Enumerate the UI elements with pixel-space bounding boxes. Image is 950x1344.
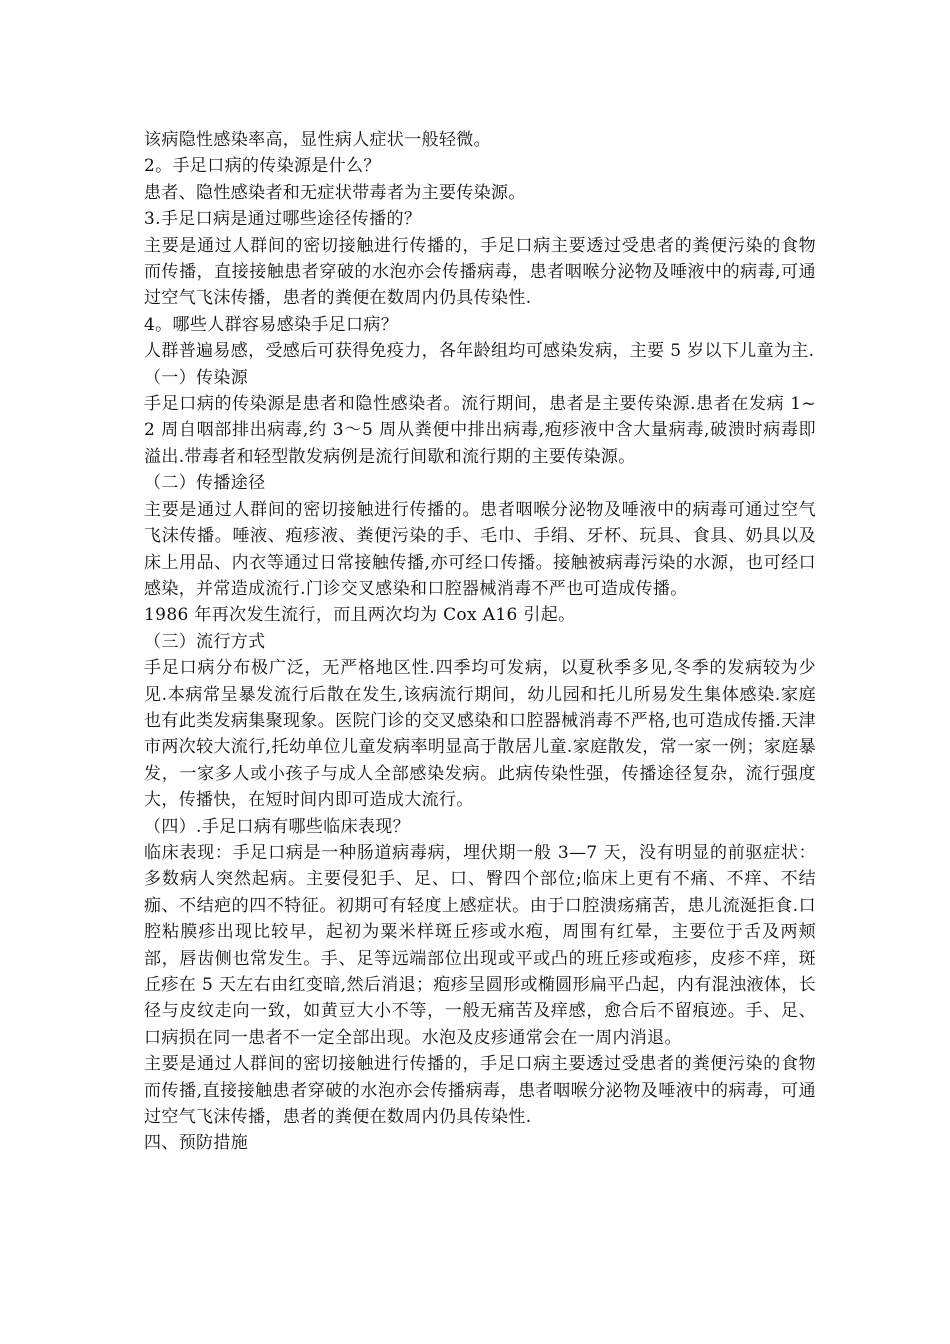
paragraph: 临床表现：手足口病是一种肠道病毒病，埋伏期一般 3—7 天，没有明显的前驱症状：多数病人突然起病。主要侵犯手、足、口、臀四个部位;临床上更有不痛、不痒、不结痂、不结疤的四不特征。初期可有轻度上感症状。由于口腔溃疡痛苦，患儿流涎拒食.口腔粘膜疹出现比较早，起初为粟米样斑丘疹或水疱，周围有红晕，主要位于舌及两颊部，唇齿侧也常发生。手、足等远端部位出现或平或凸的班丘疹或疱疹，皮疹不痒，斑丘疹在 5 天左右由红变暗,然后消退；疱疹呈圆形或椭圆形扁平凸起，内有混浊液体，长径与皮纹走向一致，如黄豆大小不等，一般无痛苦及痒感，愈合后不留痕迹。手、足、口病损在同一患者不一定全部出现。水泡及皮疹通常会在一周内消退。 — [144, 842, 816, 1048]
paragraph: 主要是通过人群间的密切接触进行传播的，手足口病主要透过受患者的粪便污染的食物而传播，直接接触患者穿破的水泡亦会传播病毒，患者咽喉分泌物及唾液中的病毒,可通过空气飞沫传播，患者的粪便在数周内仍具传染性. — [144, 235, 816, 309]
document-body — [144, 127, 816, 1157]
paragraph: 1986 年再次发生流行，而且两次均为 Cox A16 引起。 — [144, 605, 576, 626]
paragraph: 该病隐性感染率高，显性病人症状一般轻微。 — [144, 130, 491, 150]
paragraph: 患者、隐性感染者和无症状带毒者为主要传染源。 — [144, 182, 526, 203]
section-heading: （三）流行方式 — [144, 631, 266, 652]
paragraph: 手足口病分布极广泛，无严格地区性.四季均可发病，以夏秋季多见,冬季的发病较为少见.本病常呈暴发流行后散在发生,该病流行期间，幼儿园和托儿所易发生集体感染.家庭也有此类发病集聚现象。医院门诊的交叉感染和口腔器械消毒不严格,也可造成传播.天津市两次较大流行,托幼单位儿童发病率明显高于散居儿童.家庭散发，常一家一例；家庭暴发，一家多人或小孩子与成人全部感染发病。此病传染性强，传播途径复杂，流行强度大，传播快，在短时间内即可造成大流行。 — [144, 658, 816, 811]
paragraph: 手足口病的传染源是患者和隐性感染者。流行期间，患者是主要传染源.患者在发病 1~2 周自咽部排出病毒,约 3～5 周从粪便中排出病毒,疱疹液中含大量病毒,破溃时病毒即溢出.带毒者和轻型散发病例是流行间歇和流行期的主要传染源。 — [144, 394, 816, 467]
question-heading: 2。手足口病的传染源是什么？ — [144, 156, 381, 177]
question-heading: 4。哪些人群容易感染手足口病？ — [144, 314, 399, 335]
section-heading: （二）传播途径 — [144, 473, 266, 494]
paragraph: 主要是通过人群间的密切接触进行传播的。患者咽喉分泌物及唾液中的病毒可通过空气飞沫传播。唾液、疱疹液、粪便污染的手、毛巾、手绢、牙杯、玩具、食具、奶具以及床上用品、内衣等通过日常接触传播,亦可经口传播。接触被病毒污染的水源，也可经口感染，并常造成流行.门诊交叉感染和口腔器械消毒不严也可造成传播。 — [144, 499, 816, 599]
section-heading: 四、预防措施 — [144, 1133, 249, 1154]
question-heading: 3.手足口病是通过哪些途径传播的？ — [144, 209, 422, 230]
paragraph: 人群普遍易感，受感后可获得免疫力，各年龄组均可感染发病，主要 5 岁以下儿童为主. — [144, 341, 815, 362]
section-heading: （四）.手足口病有哪些临床表现？ — [144, 816, 411, 837]
section-heading: （一）传染源 — [144, 367, 249, 388]
paragraph: 主要是通过人群间的密切接触进行传播的，手足口病主要透过受患者的粪便污染的食物而传播,直接接触患者穿破的水泡亦会传播病毒，患者咽喉分泌物及唾液中的病毒，可通过空气飞沫传播，患者的粪便在数周内仍具传染性. — [144, 1054, 816, 1128]
